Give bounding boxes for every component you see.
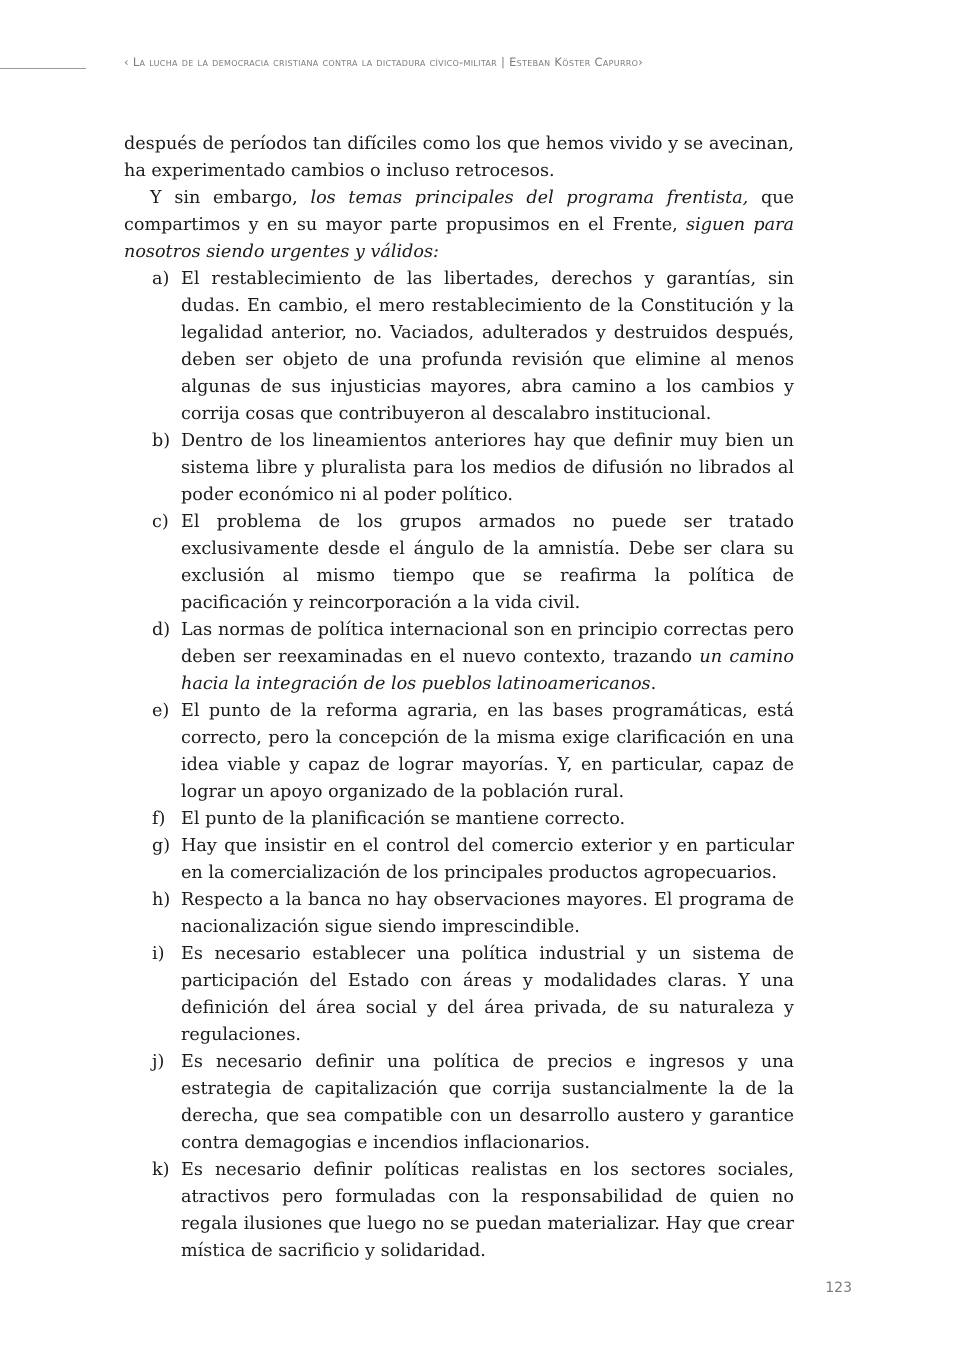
list-item-text: El restablecimiento de las libertades, derechos y garantías, sin dudas. En cambio, el mero restablecimiento de la Constitución y la legalidad anterior, no. Vaciados, adulterados y destruidos después, deben ser objeto de una profunda revisión que elimine al menos algunas de sus injusticias mayores, abra camino a los cambios y corrija cosas que contribuyeron al descalabro institucional. bbox=[181, 269, 794, 424]
list-item-d bbox=[124, 617, 794, 698]
list-item-b bbox=[124, 428, 794, 509]
running-head: ‹ La lucha de la democracia cristiana contra la dictadura cívico-militar | Esteban Köster Capurro› bbox=[124, 55, 644, 69]
list-marker: h) bbox=[152, 890, 171, 910]
paragraph-2-text-1: Y sin embargo, bbox=[150, 188, 311, 208]
list-marker: b) bbox=[152, 431, 171, 451]
list-marker: d) bbox=[152, 620, 171, 640]
list-item-text: El punto de la reforma agraria, en las bases programáticas, está correcto, pero la concepción de la misma exige clarificación en una idea viable y capaz de lograr mayorías. Y, en particular, capaz de lograr un apoyo organizado de la población rural. bbox=[181, 701, 794, 802]
list-marker: f) bbox=[152, 809, 166, 829]
list-marker: j) bbox=[152, 1052, 165, 1072]
page-number: 123 bbox=[825, 1280, 852, 1296]
header-rule bbox=[0, 68, 86, 69]
list-item-text: Hay que insistir en el control del comercio exterior y en particular en la comercialización de los principales productos agropecuarios. bbox=[181, 836, 794, 883]
list-item-text: Es necesario definir una política de precios e ingresos y una estrategia de capitalización que corrija sustancialmente la de la derecha, que sea compatible con un desarrollo austero y garantice contra demagogias e incendios inflacionarios. bbox=[181, 1052, 794, 1153]
list-marker: i) bbox=[152, 944, 165, 964]
list-item-c bbox=[124, 509, 794, 617]
list-item-k bbox=[124, 1157, 794, 1265]
paragraph-2-emphasis-2: siguen para nosotros siendo urgentes y válidos: bbox=[124, 215, 794, 262]
list-marker: a) bbox=[152, 269, 170, 289]
paragraph-2-text-2: que compartimos y en su mayor parte propusimos en el Frente, bbox=[124, 188, 794, 235]
paragraph-1: después de períodos tan difíciles como los que hemos vivido y se avecinan, ha experimentado cambios o incluso retrocesos. bbox=[124, 134, 794, 181]
list-item-text: El problema de los grupos armados no puede ser tratado exclusivamente desde el ángulo de la amnistía. Debe ser clara su exclusión al mismo tiempo que se reafirma la política de pacificación y reincorporación a la vida civil. bbox=[181, 512, 794, 613]
list-marker: k) bbox=[152, 1160, 170, 1180]
list-item-text-end: . bbox=[650, 674, 657, 694]
list-item-text: Dentro de los lineamientos anteriores hay que definir muy bien un sistema libre y pluralista para los medios de difusión no librados al poder económico ni al poder político. bbox=[181, 431, 794, 505]
list-item-text: Las normas de política internacional son en principio correctas pero deben ser reexaminadas en el nuevo contexto, trazando bbox=[181, 620, 794, 667]
list-item-emphasis: un camino hacia la integración de los pueblos latinoamericanos bbox=[181, 647, 794, 694]
list-marker: g) bbox=[152, 836, 171, 856]
list-item-a bbox=[124, 266, 794, 428]
body-text bbox=[124, 131, 794, 1265]
list-marker: e) bbox=[152, 701, 170, 721]
paragraph-2-emphasis-1: los temas principales del programa frentista, bbox=[310, 188, 749, 208]
list-item-f bbox=[124, 806, 794, 833]
list-item-j bbox=[124, 1049, 794, 1157]
list-item-e bbox=[124, 698, 794, 806]
list-item-i bbox=[124, 941, 794, 1049]
list-item-g bbox=[124, 833, 794, 887]
paragraph-2 bbox=[124, 185, 794, 266]
list-item-text: Es necesario definir políticas realistas en los sectores sociales, atractivos pero formuladas con la responsabilidad de quien no regala ilusiones que luego no se puedan materializar. Hay que crear mística de sacrificio y solidaridad. bbox=[181, 1160, 794, 1261]
list-item-text: El punto de la planificación se mantiene correcto. bbox=[181, 809, 626, 829]
list-item-h bbox=[124, 887, 794, 941]
program-points-list bbox=[124, 266, 794, 1265]
list-item-text: Es necesario establecer una política industrial y un sistema de participación del Estado con áreas y modalidades claras. Y una definición del área social y del área privada, de su naturaleza y regulaciones. bbox=[181, 944, 794, 1045]
list-marker: c) bbox=[152, 512, 169, 532]
list-item-text: Respecto a la banca no hay observaciones mayores. El programa de nacionalización sigue siendo imprescindible. bbox=[181, 890, 794, 937]
